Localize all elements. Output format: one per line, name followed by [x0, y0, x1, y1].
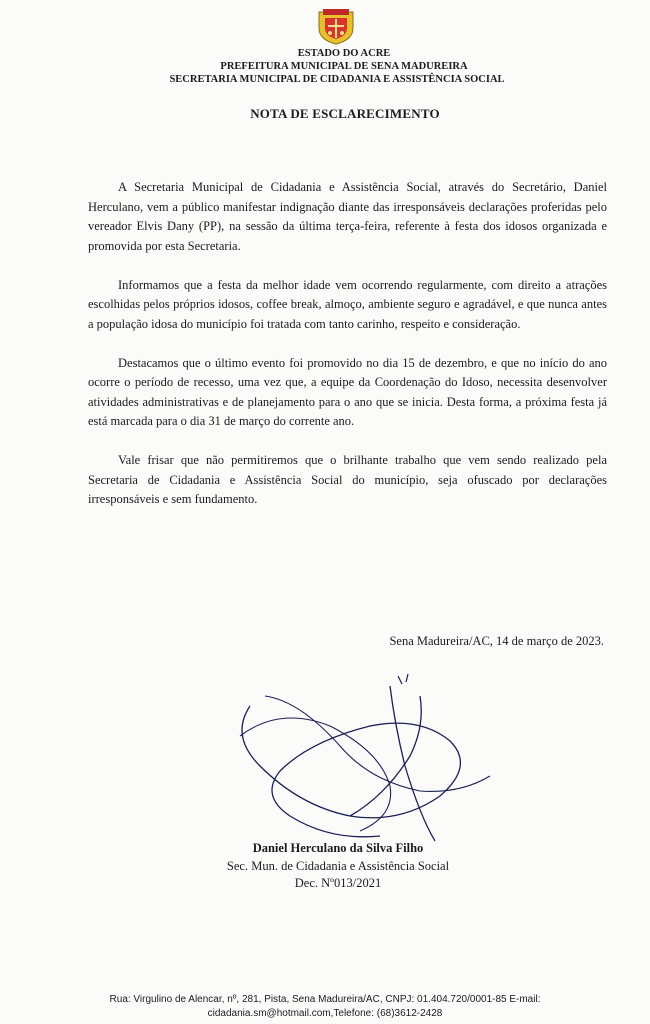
document-body — [88, 178, 607, 529]
municipal-crest-icon — [315, 6, 357, 46]
state-name: ESTADO DO ACRE — [297, 48, 391, 59]
date-line: Sena Madureira/AC, 14 de março de 2023. — [389, 634, 604, 648]
paragraph: Informamos que a festa da melhor idade vem ocorrendo regularmente, com direito a atrações escolhidas pelos próprios idosos, coffee break, almoço, ambiente seguro e agradável, e que nunca antes a população idosa do município foi tratada com tanto carinho, respeito e consideração. — [88, 277, 607, 331]
document-title: NOTA DE ESCLARECIMENTO — [250, 106, 440, 121]
signature-block — [0, 840, 650, 893]
handwritten-signature-icon — [220, 666, 520, 856]
footer-contact — [0, 993, 650, 1020]
letterhead — [0, 47, 650, 86]
paragraph: Destacamos que o último evento foi promovido no dia 15 de dezembro, e que no início do ano ocorre o período de recesso, uma vez que, a equipe da Coordenação do Idoso, necessita desenvolver atividades administrativas e de planejamento para o ano que se inicia. Desta forma, a próxima festa já está marcada para o dia 31 de março do corrente ano. — [88, 355, 607, 428]
decree-number: Dec. Nº013/2021 — [294, 876, 382, 890]
footer-email-phone: cidadania.sm@hotmail.com,Telefone: (68)3612-2428 — [207, 1007, 443, 1019]
paragraph: Vale frisar que não permitiremos que o brilhante trabalho que vem sendo realizado pela Secretaria de Cidadania e Assistência Social do município, seja ofuscado por declarações irresponsáveis e sem fundamento. — [88, 453, 607, 506]
signatory-name: Daniel Herculano da Silva Filho — [252, 841, 424, 855]
prefecture-name: PREFEITURA MUNICIPAL DE SENA MADUREIRA — [220, 61, 468, 72]
footer-address: Rua: Virgulino de Alencar, nº, 281, Pista, Sena Madureira/AC, CNPJ: 01.404.720/0001-85 E-mail: — [109, 994, 541, 1005]
signatory-role: Sec. Mun. de Cidadania e Assistência Social — [226, 858, 450, 873]
secretariat-name: SECRETARIA MUNICIPAL DE CIDADANIA E ASSISTÊNCIA SOCIAL — [169, 74, 505, 85]
paragraph: A Secretaria Municipal de Cidadania e Assistência Social, através do Secretário, Daniel Herculano, vem a público manifestar indignação diante das irresponsáveis declarações proferidas pelo vereador Elvis Dany (PP), na sessão da última terça-feira, referente à festa dos idosos organizada e promovida por esta Secretaria. — [88, 180, 607, 253]
